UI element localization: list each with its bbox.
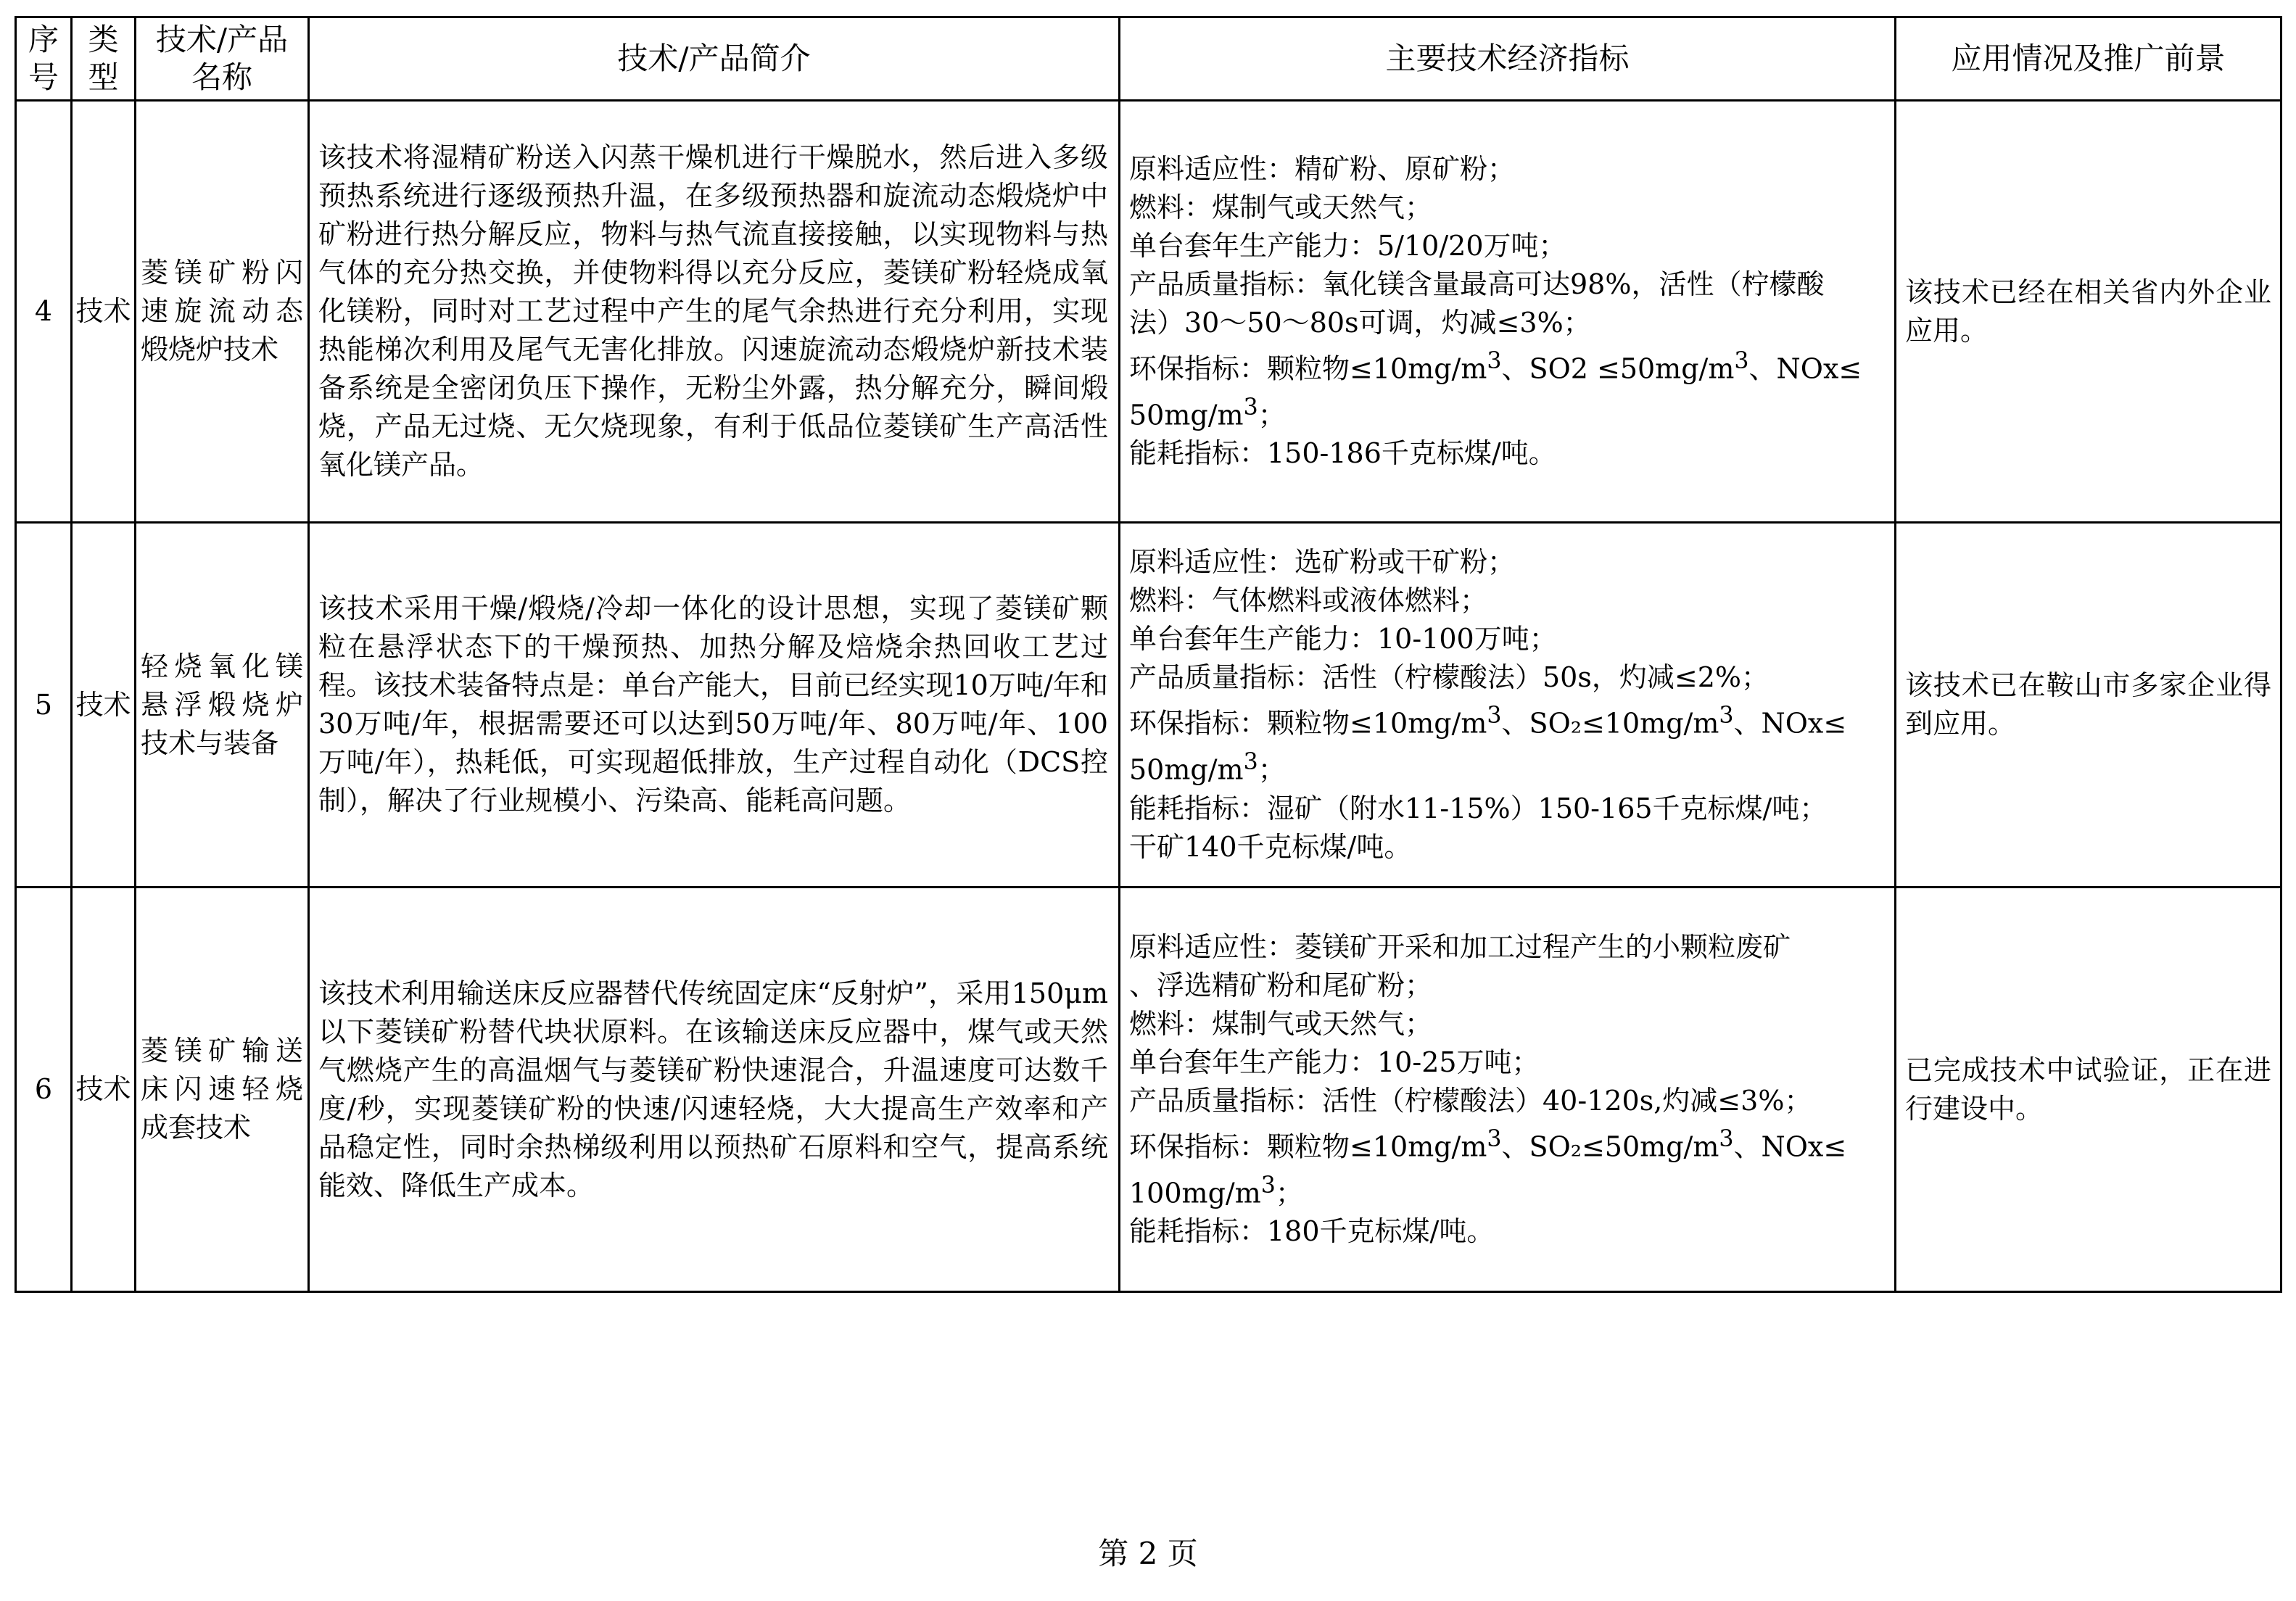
header-intro: 技术/产品简介 <box>309 17 1120 101</box>
header-num-top: 序 <box>28 22 59 57</box>
row-metrics <box>1120 523 1896 888</box>
metric-energy: 能耗指标：180千克标煤/吨。 <box>1129 1215 1495 1248</box>
metric-fuel: 燃料：煤制气或天然气； <box>1129 191 1433 223</box>
metric-material: 原料适应性：精矿粉、原矿粉； <box>1129 152 1516 185</box>
metric-fuel: 燃料：气体燃料或液体燃料； <box>1129 584 1488 617</box>
header-type <box>72 17 136 101</box>
row-num: 6 <box>16 888 72 1292</box>
row-type: 技术 <box>72 523 136 888</box>
row-intro: 该技术利用输送床反应器替代传统固定床“反射炉”，采用150μm以下菱镁矿粉替代块状原料。在该输送床反应器中，煤气或天然气燃烧产生的高温烟气与菱镁矿粉快速混合，升温速度可达数千度/秒，实现菱镁矿粉的快速/闪速轻烧，大大提高生产效率和产品稳定性，同时余热梯级利用以预热矿石原料和空气，提高系统能效、降低生产成本。 <box>309 888 1120 1292</box>
row-num: 5 <box>16 523 72 888</box>
metric-env-nox: $100mg/m^3$； <box>1129 1172 1303 1209</box>
metric-env-nox: $50mg/m^3$； <box>1129 749 1286 786</box>
metric-capacity: 单台套年生产能力：10-100万吨； <box>1129 623 1557 655</box>
technology-table <box>15 16 2282 1293</box>
metric-env: 环保指标：颗粒物$\le 10mg/m^3$、$SO_2\le 50mg/m^3$、NOx≤ <box>1129 1125 1847 1163</box>
metric-material: 原料适应性：选矿粉或干矿粉； <box>1129 546 1516 579</box>
header-type-top: 类 <box>88 22 119 57</box>
metric-material: 原料适应性：菱镁矿开采和加工过程产生的小颗粒废矿 <box>1129 930 1791 963</box>
row-app: 该技术已经在相关省内外企业应用。 <box>1896 101 2281 523</box>
metric-env-nox: $50mg/m^3$； <box>1129 394 1286 431</box>
row-num: 4 <box>16 101 72 523</box>
metric-energy-2: 干矿140千克标煤/吨。 <box>1129 830 1412 863</box>
metric-env: 环保指标：颗粒物$\le 10mg/m^3$、$SO2 \le 50mg/m^3$、NOx≤ <box>1129 347 1862 385</box>
table-row <box>16 888 2281 1292</box>
header-name <box>136 17 309 101</box>
row-app: 该技术已在鞍山市多家企业得到应用。 <box>1896 523 2281 888</box>
table-row <box>16 523 2281 888</box>
row-name: 轻烧氧化镁悬浮煅烧炉技术与装备 <box>136 523 309 888</box>
row-name: 菱镁矿粉闪速旋流动态煅烧炉技术 <box>136 101 309 523</box>
metric-env: 环保指标：颗粒物$\le 10mg/m^3$、$SO_2\le 10mg/m^3$、NOx≤ <box>1129 703 1847 740</box>
header-app: 应用情况及推广前景 <box>1896 17 2281 101</box>
header-name-bottom: 名称 <box>191 59 252 95</box>
metric-capacity: 单台套年生产能力：10-25万吨； <box>1129 1046 1540 1078</box>
metric-material-2: 、浮选精矿粉和尾矿粉； <box>1129 969 1433 1001</box>
table-row <box>16 101 2281 523</box>
metric-capacity: 单台套年生产能力：5/10/20万吨； <box>1129 229 1566 262</box>
metric-quality-1: 产品质量指标：氧化镁含量最高可达98%，活性（柠檬酸 <box>1129 268 1825 300</box>
metric-energy: 能耗指标：150-186千克标煤/吨。 <box>1129 437 1556 470</box>
header-num <box>16 17 72 101</box>
row-metrics <box>1120 888 1896 1292</box>
header-name-top: 技术/产品 <box>155 22 289 57</box>
header-num-bottom: 号 <box>28 59 59 95</box>
metric-energy-1: 能耗指标：湿矿（附水11-15%）150-165千克标煤/吨； <box>1129 792 1828 824</box>
row-intro: 该技术采用干燥/煅烧/冷却一体化的设计思想，实现了菱镁矿颗粒在悬浮状态下的干燥预热、加热分解及焙烧余热回收工艺过程。该技术装备特点是：单台产能大，目前已经实现10万吨/年和30万吨/年，根据需要还可以达到50万吨/年、80万吨/年、100万吨/年），热耗低，可实现超低排放，生产过程自动化（DCS控制），解决了行业规模小、污染高、能耗高问题。 <box>309 523 1120 888</box>
row-type: 技术 <box>72 101 136 523</box>
metric-quality-2: 法）30～50～80s可调，灼减≤3%； <box>1129 306 1591 339</box>
metric-quality-1: 产品质量指标：活性（柠檬酸法）40-120s,灼减≤3%； <box>1129 1084 1812 1117</box>
metric-fuel: 燃料：煤制气或天然气； <box>1129 1007 1433 1040</box>
header-metrics: 主要技术经济指标 <box>1120 17 1896 101</box>
row-metrics <box>1120 101 1896 523</box>
table-header-row <box>16 17 2281 101</box>
row-type: 技术 <box>72 888 136 1292</box>
row-name: 菱镁矿输送床闪速轻烧成套技术 <box>136 888 309 1292</box>
row-app: 已完成技术中试验证，正在进行建设中。 <box>1896 888 2281 1292</box>
row-intro: 该技术将湿精矿粉送入闪蒸干燥机进行干燥脱水，然后进入多级预热系统进行逐级预热升温，在多级预热器和旋流动态煅烧炉中矿粉进行热分解反应，物料与热气流直接接触，以实现物料与热气体的充分热交换，并使物料得以充分反应，菱镁矿粉轻烧成氧化镁粉，同时对工艺过程中产生的尾气余热进行充分利用，实现热能梯次利用及尾气无害化排放。闪速旋流动态煅烧炉新技术装备系统是全密闭负压下操作，无粉尘外露，热分解充分，瞬间煅烧，产品无过烧、无欠烧现象，有利于低品位菱镁矿生产高活性氧化镁产品。 <box>309 101 1120 523</box>
metric-quality-1: 产品质量指标：活性（柠檬酸法）50s，灼减≤2%； <box>1129 661 1769 694</box>
header-type-bottom: 型 <box>88 59 119 95</box>
page-number: 第 2 页 <box>1098 1536 1198 1571</box>
